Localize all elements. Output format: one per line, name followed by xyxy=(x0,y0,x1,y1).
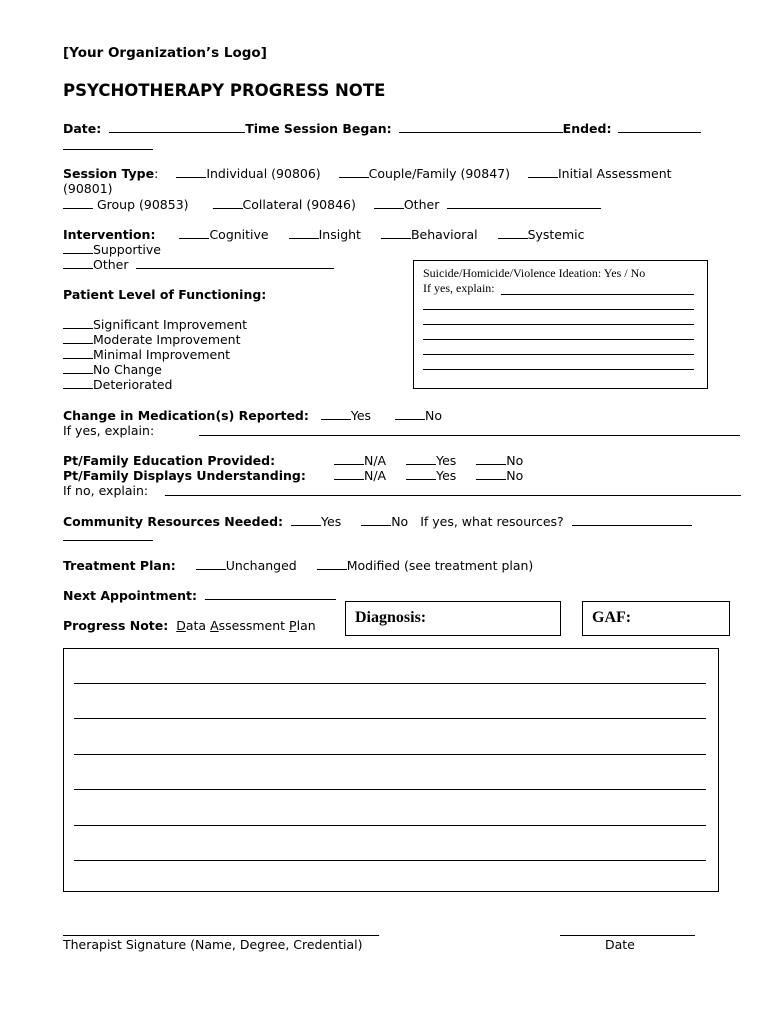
systemic-option: Systemic xyxy=(527,227,585,242)
understanding-na: N/A xyxy=(364,468,387,483)
ideation-question: Suicide/Homicide/Violence Ideation: Yes / No xyxy=(423,266,646,280)
treatment-plan-label: Treatment Plan: xyxy=(63,558,176,573)
medication-no-checkbox[interactable] xyxy=(395,408,425,420)
dap-p: P xyxy=(289,618,297,633)
progress-note-row xyxy=(63,618,316,633)
couple-family-checkbox[interactable] xyxy=(339,166,369,178)
dap-assessment: ssessment xyxy=(218,618,290,633)
insight-option: Insight xyxy=(318,227,361,242)
ideation-box xyxy=(413,260,708,389)
modified-option: Modified (see treatment plan) xyxy=(346,558,534,573)
session-other-field[interactable] xyxy=(447,197,601,209)
initial-assessment-checkbox[interactable] xyxy=(528,166,558,178)
dap-legend xyxy=(176,618,315,633)
ideation-line[interactable] xyxy=(423,324,694,325)
individual-option: Individual (90806) xyxy=(206,166,321,181)
dap-a: A xyxy=(210,618,219,633)
understanding-no: No xyxy=(506,468,524,483)
group-option: Group (90853) xyxy=(96,197,189,212)
intervention-other-option: Other xyxy=(93,257,129,272)
ended-field-continued[interactable] xyxy=(63,149,153,150)
community-resources-field[interactable] xyxy=(572,514,692,526)
ideation-line[interactable] xyxy=(423,354,694,355)
deteriorated-option: Deteriorated xyxy=(93,377,173,392)
collateral-checkbox[interactable] xyxy=(213,197,243,209)
education-explain-line[interactable] xyxy=(165,495,741,496)
understanding-na-checkbox[interactable] xyxy=(334,468,364,480)
provided-yes: Yes xyxy=(436,453,457,468)
medication-label: Change in Medication(s) Reported: xyxy=(63,408,309,423)
progress-note-line[interactable] xyxy=(74,860,706,861)
provided-no-checkbox[interactable] xyxy=(476,453,506,465)
community-question: If yes, what resources? xyxy=(420,514,564,529)
community-no-checkbox[interactable] xyxy=(361,514,391,526)
progress-note-line[interactable] xyxy=(74,754,706,755)
progress-note-line[interactable] xyxy=(74,718,706,719)
modified-checkbox[interactable] xyxy=(317,558,347,570)
understanding-yes: Yes xyxy=(436,468,457,483)
progress-note-line[interactable] xyxy=(74,789,706,790)
signature-date-label: Date xyxy=(605,937,635,952)
ideation-explain-label: If yes, explain: xyxy=(423,281,495,295)
couple-family-option: Couple/Family (90847) xyxy=(368,166,510,181)
behavioral-checkbox[interactable] xyxy=(381,227,411,239)
cognitive-checkbox[interactable] xyxy=(179,227,209,239)
gaf-label: GAF: xyxy=(592,609,632,626)
session-date-row xyxy=(63,121,701,136)
no-change-option: No Change xyxy=(93,362,162,377)
education-understanding-options xyxy=(334,468,523,483)
community-row xyxy=(63,514,692,529)
functioning-option-row xyxy=(63,377,173,392)
initial-assessment-option: Initial Assessment xyxy=(557,166,672,181)
unchanged-option: Unchanged xyxy=(225,558,297,573)
education-explain-label: If no, explain: xyxy=(63,483,149,498)
provided-yes-checkbox[interactable] xyxy=(406,453,436,465)
intervention-other xyxy=(63,257,334,272)
minimal-checkbox[interactable] xyxy=(63,347,93,359)
significant-checkbox[interactable] xyxy=(63,317,93,329)
behavioral-option: Behavioral xyxy=(410,227,478,242)
ideation-line[interactable] xyxy=(423,369,694,370)
intervention-other-checkbox[interactable] xyxy=(63,257,93,269)
supportive-checkbox[interactable] xyxy=(63,242,93,254)
understanding-no-checkbox[interactable] xyxy=(476,468,506,480)
medication-yes: Yes xyxy=(350,408,372,423)
session-type-label: Session Type xyxy=(63,166,155,181)
initial-assessment-code: (90801) xyxy=(63,181,113,196)
page-title: PSYCHOTHERAPY PROGRESS NOTE xyxy=(63,81,386,100)
time-began-label: Time Session Began: xyxy=(245,121,392,136)
ended-field[interactable] xyxy=(618,121,701,133)
provided-na-checkbox[interactable] xyxy=(334,453,364,465)
group-checkbox[interactable] xyxy=(63,197,93,209)
signature-date-line[interactable] xyxy=(560,935,695,936)
minimal-option: Minimal Improvement xyxy=(93,347,231,362)
dap-plan: lan xyxy=(296,618,316,633)
functioning-option-row xyxy=(63,362,162,377)
next-appointment-row xyxy=(63,588,336,603)
unchanged-checkbox[interactable] xyxy=(196,558,226,570)
session-type-colon: : xyxy=(154,166,159,181)
diagnosis-box[interactable] xyxy=(345,601,561,636)
ideation-explain-line[interactable] xyxy=(501,294,694,295)
diagnosis-label: Diagnosis: xyxy=(355,609,427,626)
community-yes: Yes xyxy=(321,514,342,529)
individual-checkbox[interactable] xyxy=(176,166,206,178)
next-appointment-label: Next Appointment: xyxy=(63,588,198,603)
intervention-supportive xyxy=(63,242,161,257)
treatment-plan-row xyxy=(63,558,533,573)
supportive-option: Supportive xyxy=(93,242,161,257)
logo-placeholder: [Your Organization’s Logo] xyxy=(63,45,267,61)
progress-note-line[interactable] xyxy=(74,825,706,826)
cognitive-option: Cognitive xyxy=(209,227,269,242)
functioning-label: Patient Level of Functioning: xyxy=(63,287,267,302)
functioning-option-row xyxy=(63,332,241,347)
significant-option: Significant Improvement xyxy=(93,317,248,332)
dap-d: D xyxy=(176,618,186,633)
progress-note-box[interactable] xyxy=(63,648,719,892)
therapist-signature-label: Therapist Signature (Name, Degree, Credential) xyxy=(63,937,363,952)
provided-na: N/A xyxy=(364,453,387,468)
moderate-option: Moderate Improvement xyxy=(93,332,241,347)
progress-note-label: Progress Note: xyxy=(63,618,169,633)
medication-no: No xyxy=(425,408,443,423)
education-provided-options xyxy=(334,453,523,468)
session-type-row-1 xyxy=(63,166,672,181)
time-began-field[interactable] xyxy=(399,121,563,133)
ideation-line[interactable] xyxy=(423,339,694,340)
ideation-line[interactable] xyxy=(423,309,694,310)
education-understanding-row xyxy=(63,468,306,483)
no-change-checkbox[interactable] xyxy=(63,362,93,374)
provided-no: No xyxy=(506,453,524,468)
community-no: No xyxy=(391,514,409,529)
medication-yes-checkbox[interactable] xyxy=(321,408,351,420)
understanding-yes-checkbox[interactable] xyxy=(406,468,436,480)
intervention-label: Intervention: xyxy=(63,227,156,242)
medication-explain-label: If yes, explain: xyxy=(63,423,155,438)
community-yes-checkbox[interactable] xyxy=(291,514,321,526)
date-field[interactable] xyxy=(109,121,245,133)
dap-data: ata xyxy=(185,618,211,633)
systemic-checkbox[interactable] xyxy=(498,227,528,239)
intervention-row xyxy=(63,227,585,242)
insight-checkbox[interactable] xyxy=(289,227,319,239)
gaf-box[interactable] xyxy=(582,601,730,636)
session-other-checkbox[interactable] xyxy=(374,197,404,209)
next-appointment-field[interactable] xyxy=(205,588,336,600)
medication-explain-line[interactable] xyxy=(199,435,740,436)
education-understanding-label: Pt/Family Displays Understanding: xyxy=(63,468,306,483)
date-label: Date: xyxy=(63,121,102,136)
ended-label: Ended: xyxy=(562,121,612,136)
intervention-other-field[interactable] xyxy=(136,257,334,269)
functioning-option-row xyxy=(63,317,247,332)
session-type-row-2 xyxy=(63,197,601,212)
community-resources-continued[interactable] xyxy=(63,540,153,541)
collateral-option: Collateral (90846) xyxy=(242,197,356,212)
moderate-checkbox[interactable] xyxy=(63,332,93,344)
education-provided-label: Pt/Family Education Provided: xyxy=(63,453,276,468)
education-provided-row xyxy=(63,453,275,468)
functioning-option-row xyxy=(63,347,230,362)
progress-note-line[interactable] xyxy=(74,683,706,684)
therapist-signature-line[interactable] xyxy=(63,935,379,936)
deteriorated-checkbox[interactable] xyxy=(63,377,93,389)
medication-row xyxy=(63,408,442,423)
session-other-option: Other xyxy=(403,197,440,212)
community-label: Community Resources Needed: xyxy=(63,514,284,529)
